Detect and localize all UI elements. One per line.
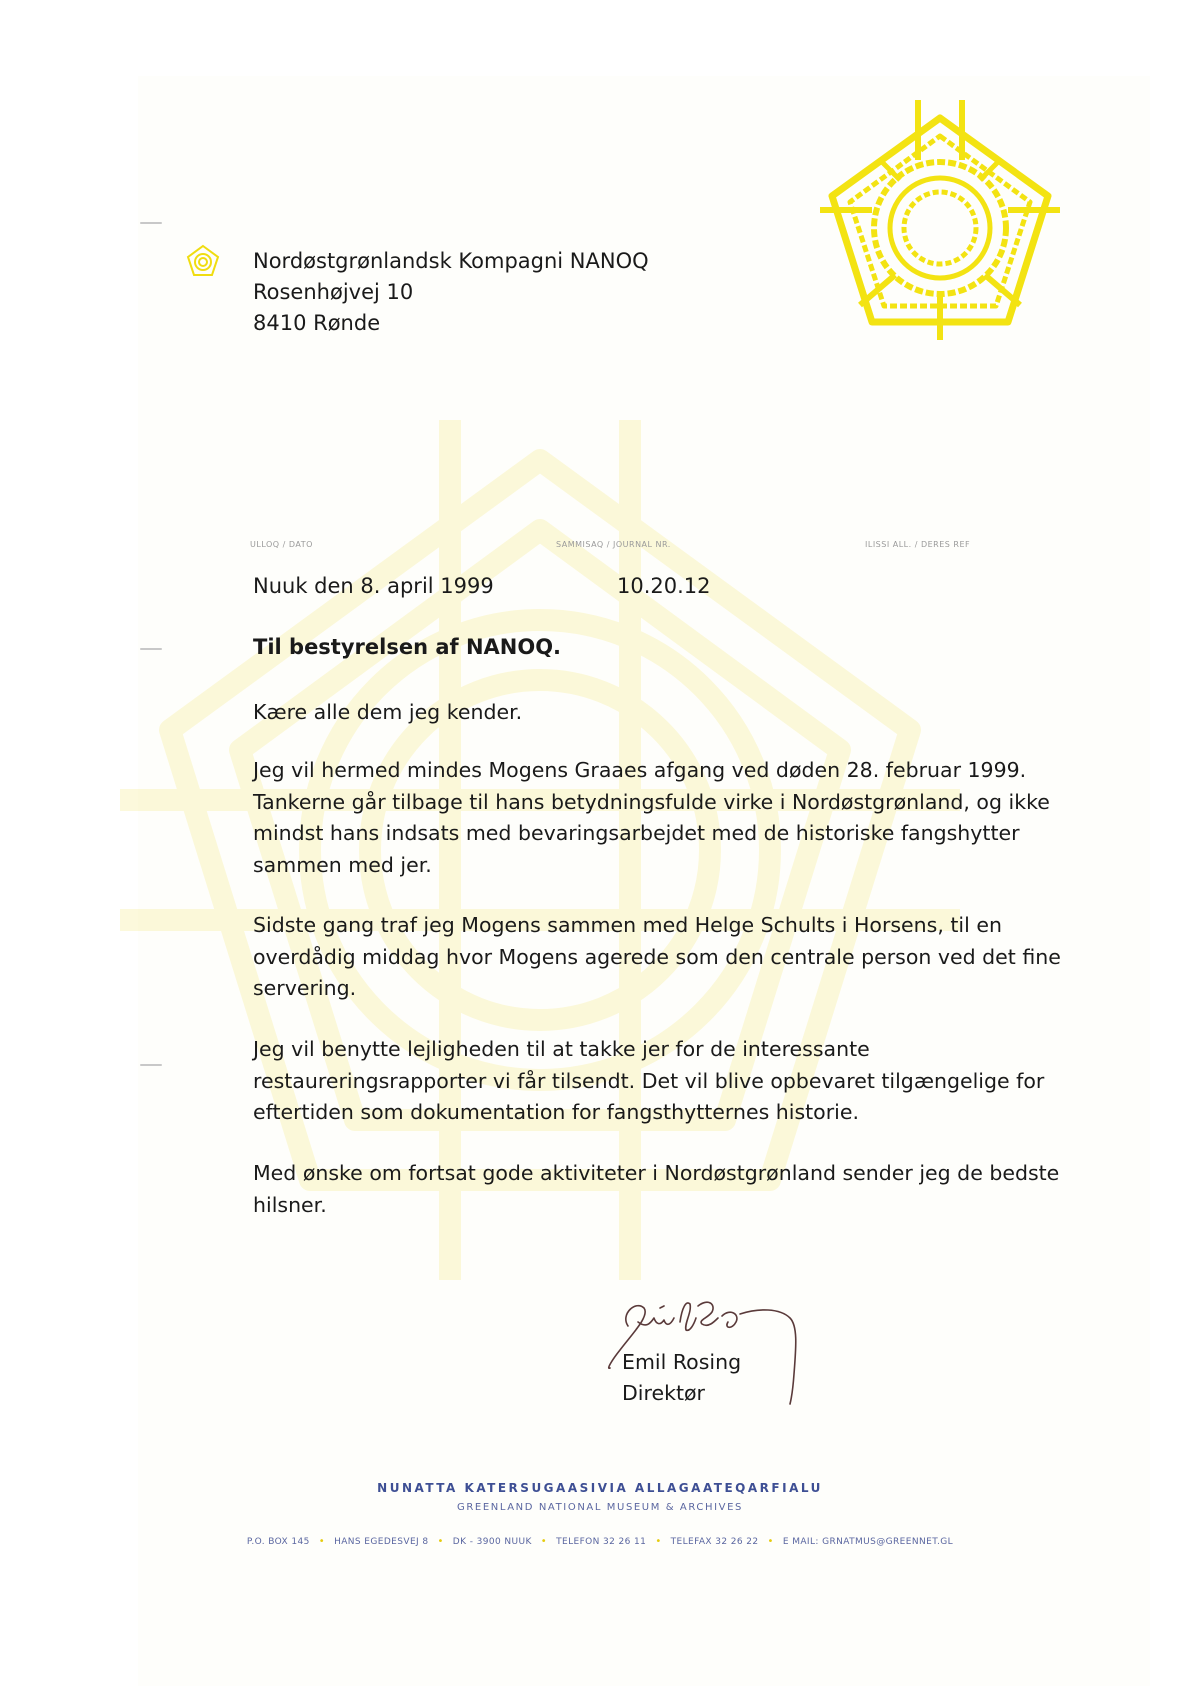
letter-paragraph: Jeg vil hermed mindes Mogens Graaes afgang ved døden 28. februar 1999. Tankerne går tilbage til hans betydningsfulde virke i Nordøstgrønland, og ikke mindst hans indsats med bevaringsarbejdet med de historiske fangshytter sammen med jer. — [253, 758, 1050, 877]
footer-phone: TELEFON 32 26 11 — [556, 1537, 647, 1547]
footer-contact — [0, 1536, 1200, 1547]
bullet-icon: • — [767, 1536, 774, 1547]
journal-label: SAMMISAQ / JOURNAL NR. — [556, 540, 671, 549]
punch-mark — [140, 222, 162, 224]
date-label: ULLOQ / DATO — [250, 540, 313, 549]
letter-greeting: Kære alle dem jeg kender. — [253, 700, 523, 724]
footer-fax: TELEFAX 32 26 22 — [670, 1537, 759, 1547]
footer-institution-english: GREENLAND NATIONAL MUSEUM & ARCHIVES — [457, 1502, 743, 1513]
bullet-icon: • — [540, 1536, 548, 1547]
punch-mark — [140, 648, 162, 650]
signer-name: Emil Rosing — [622, 1350, 742, 1374]
letter-paragraph: Jeg vil benytte lejligheden til at takke jer for de interessante restaureringsrapporter vi får tilsendt. Det vil blive opbevaret tilgængelige for eftertiden som dokumentation for fangsthytternes historie. — [253, 1037, 1045, 1124]
bullet-icon: • — [655, 1536, 662, 1547]
footer-city: DK - 3900 NUUK — [452, 1537, 532, 1547]
recipient-street: Rosenhøjvej 10 — [253, 280, 414, 304]
recipient-address — [253, 246, 649, 339]
footer-institution: NUNATTA KATERSUGAASIVIA ALLAGAATEQARFIALU — [377, 1481, 823, 1495]
recipient-name: Nordøstgrønlandsk Kompagni NANOQ — [253, 249, 649, 273]
punch-mark — [140, 1064, 162, 1066]
bullet-icon: • — [437, 1536, 444, 1547]
recipient-city: 8410 Rønde — [253, 311, 381, 335]
footer-email: E MAIL: GRNATMUS@GREENNET.GL — [782, 1537, 954, 1547]
letter-date: Nuuk den 8. april 1999 — [253, 574, 494, 598]
ref-label: ILISSI ALL. / DERES REF — [865, 540, 971, 549]
museum-logo-icon — [820, 100, 1060, 340]
footer-pobox: P.O. BOX 145 — [246, 1537, 310, 1547]
signer-title: Direktør — [622, 1381, 705, 1405]
small-logo-icon — [186, 244, 220, 278]
signer-block — [622, 1347, 741, 1409]
letter-paragraph: Sidste gang traf jeg Mogens sammen med Helge Schults i Horsens, til en overdådig middag hvor Mogens agerede som den centrale person ved det fine servering. — [253, 913, 1061, 1000]
letter-subject: Til bestyrelsen af NANOQ. — [253, 635, 562, 659]
bullet-icon: • — [318, 1536, 326, 1547]
footer-street: HANS EGEDESVEJ 8 — [334, 1537, 429, 1547]
letter-paragraph: Med ønske om fortsat gode aktiviteter i Nordøstgrønland sender jeg de bedste hilsner. — [253, 1161, 1060, 1217]
journal-number: 10.20.12 — [617, 574, 711, 598]
